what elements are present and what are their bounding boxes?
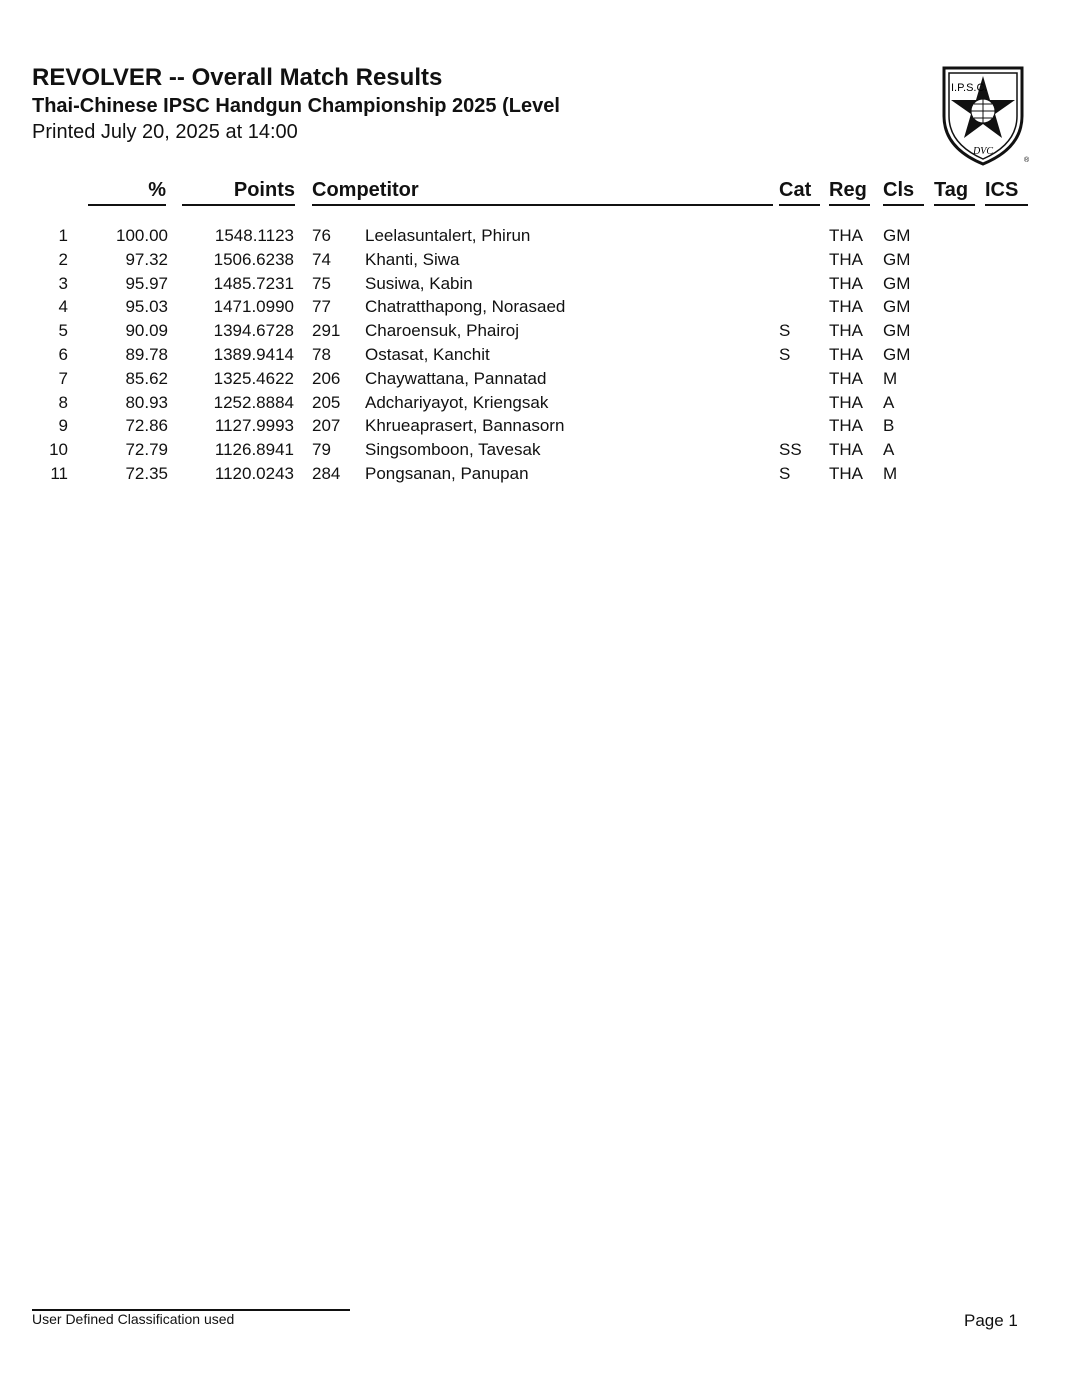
cell-cls: B	[883, 416, 895, 436]
cell-place: 10	[49, 440, 68, 460]
cell-name: Singsomboon, Tavesak	[365, 440, 541, 460]
cell-name: Leelasuntalert, Phirun	[365, 226, 531, 245]
cell-pct: 72.79	[125, 440, 168, 460]
cell-place: 5	[58, 321, 68, 341]
report-title: REVOLVER -- Overall Match Results	[32, 64, 443, 91]
cell-reg: THA	[829, 464, 863, 483]
cell-cat: SS	[779, 440, 802, 460]
svg-text:®: ®	[1024, 157, 1030, 164]
table-row	[0, 391, 1080, 415]
cell-place: 11	[50, 464, 68, 483]
cell-place: 9	[58, 416, 68, 436]
cell-name: Charoensuk, Phairoj	[365, 321, 520, 341]
cell-pct: 97.32	[125, 249, 168, 269]
cell-num: 76	[312, 226, 331, 245]
cell-num: 75	[312, 273, 331, 293]
table-row	[0, 248, 1080, 272]
cell-cls: GM	[883, 321, 911, 341]
ipsc-logo-icon	[938, 64, 1028, 166]
cell-num: 78	[312, 345, 331, 364]
cell-cls: GM	[883, 249, 911, 269]
cell-points: 1120.0243	[214, 464, 294, 483]
cell-cls: A	[883, 440, 895, 460]
table-row	[0, 343, 1080, 367]
logo-bottom-text: DVC	[973, 146, 993, 157]
cell-pct: 95.03	[125, 297, 168, 317]
cell-name: Pongsanan, Panupan	[365, 464, 529, 483]
cell-cls: GM	[883, 297, 911, 317]
cell-place: 1	[58, 226, 68, 245]
cell-reg: THA	[829, 416, 863, 436]
table-row	[0, 272, 1080, 296]
cell-points: 1485.7231	[213, 273, 294, 293]
cell-points: 1127.9993	[214, 416, 294, 436]
cell-place: 6	[58, 345, 68, 364]
table-row	[0, 462, 1080, 486]
col-tag-header: Tag	[934, 178, 975, 206]
cell-points: 1506.6238	[213, 249, 294, 269]
match-name: Thai-Chinese IPSC Handgun Championship 2025 (Level	[32, 95, 560, 117]
col-pct-header: %	[88, 178, 166, 206]
cell-name: Khrueaprasert, Bannasorn	[365, 416, 565, 436]
cell-pct: 72.86	[125, 416, 168, 436]
cell-pct: 100.00	[116, 226, 168, 245]
cell-cat: S	[779, 345, 791, 364]
cell-num: 284	[312, 464, 341, 483]
cell-name: Ostasat, Kanchit	[365, 345, 490, 364]
cell-reg: THA	[829, 368, 863, 388]
cell-points: 1126.8941	[214, 440, 294, 460]
logo-top-text: I.P.S.C.	[951, 82, 988, 94]
col-cls-header: Cls	[883, 178, 924, 206]
table-row	[0, 319, 1080, 343]
cell-pct: 72.35	[125, 464, 168, 483]
cell-reg: THA	[829, 392, 863, 412]
cell-num: 206	[312, 368, 341, 388]
cell-points: 1394.6728	[213, 321, 294, 341]
cell-reg: THA	[829, 249, 863, 269]
cell-cls: GM	[883, 273, 911, 293]
cell-reg: THA	[829, 273, 863, 293]
cell-cls: M	[883, 464, 898, 483]
cell-num: 79	[312, 440, 331, 460]
cell-reg: THA	[829, 321, 863, 341]
cell-reg: THA	[829, 440, 863, 460]
cell-pct: 90.09	[125, 321, 168, 341]
cell-cls: M	[883, 368, 898, 388]
cell-name: Chatratthapong, Norasaed	[365, 297, 566, 317]
cell-place: 3	[58, 273, 68, 293]
cell-pct: 89.78	[125, 345, 168, 364]
cell-pct: 95.97	[125, 273, 168, 293]
cell-reg: THA	[829, 297, 863, 317]
table-row	[0, 224, 1080, 248]
col-points-header: Points	[182, 178, 295, 206]
cell-points: 1252.8884	[213, 392, 294, 412]
cell-place: 2	[58, 249, 68, 269]
cell-name: Chaywattana, Pannatad	[365, 368, 547, 388]
cell-name: Khanti, Siwa	[365, 249, 460, 269]
cell-cat: S	[779, 321, 791, 341]
cell-reg: THA	[829, 226, 863, 245]
col-competitor-header: Competitor	[312, 178, 773, 206]
page-number: Page 1	[964, 1311, 1018, 1330]
printed-date: Printed July 20, 2025 at 14:00	[32, 121, 298, 143]
table-row	[0, 414, 1080, 438]
cell-cls: GM	[883, 345, 911, 364]
cell-points: 1389.9414	[213, 345, 294, 364]
cell-name: Adchariyayot, Kriengsak	[365, 392, 549, 412]
cell-cat: S	[779, 464, 791, 483]
table-row	[0, 438, 1080, 462]
cell-place: 7	[58, 368, 68, 388]
col-reg-header: Reg	[829, 178, 870, 206]
cell-pct: 80.93	[125, 392, 168, 412]
table-row	[0, 367, 1080, 391]
cell-place: 8	[58, 392, 68, 412]
classification-note: User Defined Classification used	[32, 1311, 235, 1327]
cell-num: 205	[312, 392, 341, 412]
cell-num: 291	[312, 321, 341, 341]
cell-num: 77	[312, 297, 331, 317]
cell-cls: GM	[883, 226, 911, 245]
cell-points: 1325.4622	[213, 368, 294, 388]
cell-place: 4	[58, 297, 68, 317]
cell-num: 74	[312, 249, 331, 269]
cell-pct: 85.62	[125, 368, 168, 388]
cell-points: 1548.1123	[214, 226, 294, 245]
table-row	[0, 295, 1080, 319]
cell-cls: A	[883, 392, 895, 412]
col-cat-header: Cat	[779, 178, 820, 206]
cell-points: 1471.0990	[213, 297, 294, 317]
cell-name: Susiwa, Kabin	[365, 273, 473, 293]
col-ics-header: ICS	[985, 178, 1028, 206]
cell-num: 207	[312, 416, 341, 436]
cell-reg: THA	[829, 345, 863, 364]
